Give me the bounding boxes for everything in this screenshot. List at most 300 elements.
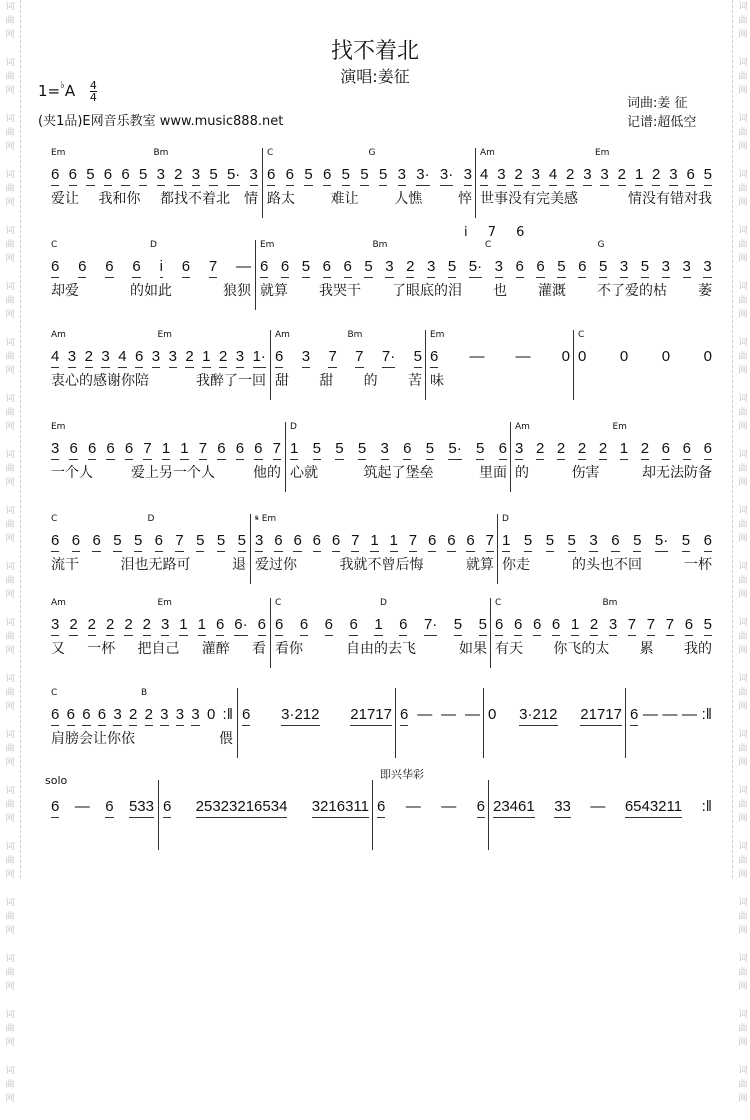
watermark-text: 词 曲 网: [5, 450, 15, 488]
chord-label: C: [267, 148, 274, 158]
lyric-word: 筑起了堡垒: [363, 465, 434, 481]
chord-label: C: [51, 240, 58, 250]
watermark-text: 词 曲 网: [738, 450, 748, 488]
lyric-word: 灌溉: [538, 283, 566, 299]
notes: [630, 706, 712, 726]
watermark-text: 词 曲 网: [5, 58, 15, 96]
note: —: [417, 706, 433, 723]
watermark-text: 词 曲 网: [738, 562, 748, 600]
note: 2: [652, 166, 660, 186]
lyric-word: 就算: [260, 283, 288, 299]
note: 6: [516, 258, 524, 278]
note: 5: [238, 532, 246, 552]
note: 6: [552, 616, 560, 636]
chord-label: D: [150, 240, 157, 250]
note: 6: [105, 258, 113, 278]
note: 6: [477, 798, 485, 818]
lyric-word: 的: [515, 465, 529, 481]
note: 6: [105, 798, 113, 818]
transcriber: 记谱:超低空: [627, 115, 697, 130]
chord-label: Em: [51, 422, 66, 432]
watermark-text: 词 曲 网: [738, 226, 748, 264]
note: 3: [683, 258, 691, 278]
note: 6: [704, 532, 712, 552]
note: 5·: [227, 166, 240, 186]
note: 5: [302, 258, 310, 278]
lyrics: [51, 372, 266, 390]
note: 3: [515, 440, 523, 460]
lyric-word: 人憔: [394, 191, 423, 207]
note: 6: [51, 258, 59, 278]
note: 7: [143, 440, 151, 460]
lyrics: [51, 464, 281, 482]
lyric-word: 心就: [290, 465, 318, 481]
note: 2: [69, 616, 77, 636]
measure: [250, 514, 498, 584]
lyric-word: 都找不着北 情: [160, 191, 258, 207]
watermark-text: 词 曲 网: [5, 618, 15, 656]
note: 2: [641, 440, 649, 460]
note: 5: [704, 166, 712, 186]
lyric-word: 有天: [495, 641, 523, 657]
note: 6: [92, 532, 100, 552]
measure: [255, 225, 716, 310]
note: 5: [335, 440, 343, 460]
note: 6: [121, 166, 129, 186]
watermark-text: 词 曲 网: [5, 506, 15, 544]
credits: [627, 94, 696, 132]
measure: [488, 780, 716, 850]
note: 7: [628, 616, 636, 636]
note: 1: [180, 440, 188, 460]
note: 6: [399, 616, 407, 636]
note: —: [662, 706, 678, 723]
note: 7·: [424, 616, 437, 636]
watermark-text: 词 曲 网: [5, 1010, 15, 1048]
note: 4: [549, 166, 557, 186]
note: 6: [236, 440, 244, 460]
chord-label: C: [51, 514, 58, 524]
lyric-word: 一个人: [51, 465, 93, 481]
watermark-text: 词 曲 网: [738, 786, 748, 824]
notes: [163, 798, 369, 818]
note: 5: [524, 532, 532, 552]
lyric-word: 灌醉: [201, 641, 230, 657]
note: 6: [662, 440, 670, 460]
chord-label: Bm: [347, 330, 363, 340]
note: 5: [313, 440, 321, 460]
watermark-text: 词 曲 网: [5, 114, 15, 152]
watermark-text: 词 曲 网: [5, 1066, 15, 1104]
measure: [158, 780, 373, 850]
watermark-text: 词 曲 网: [5, 170, 15, 208]
note: 6: [69, 166, 77, 186]
notes: [515, 440, 712, 460]
measure: [475, 148, 716, 218]
note: 6: [344, 258, 352, 278]
chord-label: Em: [595, 148, 610, 158]
note: 2: [106, 616, 114, 636]
note: 6: [132, 258, 140, 278]
notes: [255, 532, 494, 552]
note: 3: [176, 706, 184, 726]
note: 6: [286, 166, 294, 186]
notes: [377, 798, 485, 818]
note: 3: [157, 166, 165, 186]
measure: [372, 780, 489, 850]
note: 3: [703, 258, 711, 278]
note: 6: [106, 440, 114, 460]
measure: [47, 240, 255, 310]
note: 1: [162, 440, 170, 460]
note: 6: [323, 258, 331, 278]
note: 1: [179, 616, 187, 636]
key-signature: [38, 80, 97, 103]
note: 6: [466, 532, 474, 552]
chord-label: G: [597, 240, 605, 250]
note: 5: [86, 166, 94, 186]
note: —: [515, 348, 531, 365]
measure: [490, 598, 716, 668]
note: 3: [464, 166, 472, 186]
measure: [285, 422, 511, 492]
note: 5: [557, 258, 565, 278]
note: 6: [51, 798, 59, 818]
note: 6: [499, 440, 507, 460]
upper-notes: i 7 6: [464, 225, 533, 240]
notes: [51, 798, 154, 818]
note: 2: [143, 616, 151, 636]
note: 25323216534: [196, 798, 288, 818]
measure: [47, 514, 250, 584]
note: 3·212: [519, 706, 557, 726]
note: 3: [398, 166, 406, 186]
note: 6: [242, 706, 250, 726]
system: [47, 422, 715, 492]
lyric-word: 又: [51, 641, 65, 657]
note: 6: [349, 616, 357, 636]
note: 6: [686, 166, 694, 186]
lyric-word: 爱过你: [255, 557, 297, 573]
watermark-text: 词 曲 网: [738, 170, 748, 208]
note: 3: [495, 258, 503, 278]
chord-label: Em: [430, 330, 445, 340]
note: 5: [217, 532, 225, 552]
note: 7: [175, 532, 183, 552]
lyric-word: 我醉了一回: [196, 373, 266, 389]
lyric-word: 一杯: [87, 641, 116, 657]
note: 0: [578, 348, 587, 365]
note: 3: [161, 616, 169, 636]
note: 5: [476, 440, 484, 460]
right-margin-line: [732, 0, 733, 878]
note: 5: [113, 532, 121, 552]
note: 3: [68, 348, 76, 368]
note: 6: [447, 532, 455, 552]
watermark-text: 词 曲 网: [738, 842, 748, 880]
watermark-text: 词 曲 网: [5, 394, 15, 432]
note: 1: [370, 532, 378, 552]
lyrics: [275, 640, 487, 658]
note: 5: [379, 166, 387, 186]
lyric-word: 也: [493, 283, 507, 299]
lyric-word: 爱让: [51, 191, 79, 207]
note: 6: [155, 532, 163, 552]
watermark-text: 词 曲 网: [5, 730, 15, 768]
lyric-word: 累: [639, 641, 654, 657]
lyric-word: 泪也无路可: [120, 557, 191, 573]
watermark-text: 词 曲 网: [5, 674, 15, 712]
measure: [625, 688, 716, 758]
note: 4: [118, 348, 126, 368]
measure: [395, 688, 484, 758]
measure: [47, 330, 270, 400]
note: 3·: [440, 166, 453, 186]
lyric-word: 世事没有完美感: [480, 191, 578, 207]
notes: [275, 348, 422, 368]
lyric-word: 我的: [683, 641, 712, 657]
lyric-word: 甜: [275, 373, 289, 389]
notes: [242, 706, 392, 726]
note: 5: [304, 166, 312, 186]
note: 6: [254, 440, 262, 460]
lyric-word: 看: [252, 641, 266, 657]
note: 33: [554, 798, 571, 818]
note: 6: [495, 616, 503, 636]
lyrics: [290, 464, 507, 482]
note: —: [590, 798, 606, 815]
note: 3·: [416, 166, 429, 186]
watermark-text: 词 曲 网: [738, 618, 748, 656]
lyrics: [255, 556, 494, 574]
watermark-text: 词 曲 网: [738, 282, 748, 320]
note: 2: [618, 166, 626, 186]
chord-label: D: [502, 514, 509, 524]
chord-label: C: [495, 598, 502, 608]
note: 3: [51, 616, 59, 636]
chord-label: Am: [51, 330, 66, 340]
measure: [425, 330, 574, 400]
note: 3: [589, 532, 597, 552]
chord-label: Em: [51, 148, 66, 158]
watermark-text: 词 曲 网: [738, 954, 748, 992]
note: 5: [414, 348, 422, 368]
chord-label: C: [578, 330, 585, 340]
note: 6: [514, 616, 522, 636]
lyric-word: 里面: [479, 465, 507, 481]
note: 3: [600, 166, 608, 186]
watermark-text: 词 曲 网: [5, 2, 15, 40]
notes: [493, 798, 712, 818]
note: 6: [611, 532, 619, 552]
note: 2: [590, 616, 598, 636]
measure: [47, 780, 158, 850]
note: 6: [323, 166, 331, 186]
lyric-word: 你走: [502, 557, 530, 573]
watermark-text: 词 曲 网: [5, 282, 15, 320]
note: 6: [267, 166, 275, 186]
note: 5: [682, 532, 690, 552]
note: 5: [364, 258, 372, 278]
watermark-text: 词 曲 网: [738, 1066, 748, 1104]
chord-label: D: [290, 422, 297, 432]
lyric-word: 了眼底的泪: [392, 283, 462, 299]
lyric-word: 一杯: [684, 557, 712, 573]
watermark-text: 词 曲 网: [5, 226, 15, 264]
improvisation-label: 即兴华彩: [380, 768, 424, 781]
lyric-word: 偎: [219, 731, 233, 747]
measure: [47, 422, 285, 492]
time-signature: [90, 80, 97, 103]
note: 6: [325, 616, 333, 636]
lyric-word: 爱上另一个人: [131, 465, 215, 481]
lyric-word: 悴: [457, 191, 472, 207]
system: [47, 148, 715, 218]
note: 6: [82, 706, 90, 726]
lyric-word: 我就不曾后悔: [339, 557, 424, 573]
note: 5: [479, 616, 487, 636]
note: 6: [67, 706, 75, 726]
watermark-right: [736, 0, 750, 1120]
chord-label: D: [380, 598, 387, 608]
chord-label: C: [275, 598, 282, 608]
lyric-word: 伤害: [571, 465, 600, 481]
note: 3: [662, 258, 670, 278]
note: 6: [69, 440, 77, 460]
note: 5: [360, 166, 368, 186]
note: 3: [385, 258, 393, 278]
lyric-word: 甜: [319, 373, 334, 389]
notes: [502, 532, 712, 552]
lyrics: [51, 730, 233, 748]
note: 3·212: [281, 706, 319, 726]
notes: [275, 616, 487, 636]
measure: [483, 688, 626, 758]
note: 2: [557, 440, 565, 460]
note: 0: [561, 348, 570, 365]
lyric-word: 的如此: [130, 283, 172, 299]
measure: [270, 598, 491, 668]
note: —: [441, 706, 457, 723]
notes: [488, 706, 622, 726]
note: —: [441, 798, 457, 815]
note: 7: [409, 532, 417, 552]
lyric-word: 我哭干: [319, 283, 361, 299]
note: 5: [641, 258, 649, 278]
chord-label: Am: [480, 148, 495, 158]
lyric-word: 却无法防备: [642, 465, 712, 481]
note: 4: [480, 166, 488, 186]
note: 6: [332, 532, 340, 552]
note: 3: [191, 706, 199, 726]
note: 3: [192, 166, 200, 186]
note: 3: [51, 440, 59, 460]
note: 6: [260, 258, 268, 278]
chord-label: C: [485, 240, 492, 250]
measure: [573, 330, 716, 400]
note: 0: [488, 706, 497, 723]
note: 6: [533, 616, 541, 636]
note: 6: [536, 258, 544, 278]
lyric-word: 看你: [275, 641, 303, 657]
note: 1: [198, 616, 206, 636]
notes: [495, 616, 712, 636]
lyric-word: 却爱: [51, 283, 79, 299]
lyric-word: 自由的去飞: [346, 641, 416, 657]
note: 5: [546, 532, 554, 552]
lyric-word: 狼狈: [223, 283, 251, 299]
note: 7·: [382, 348, 395, 368]
note: 0: [661, 348, 671, 365]
lyric-word: 肩膀会让你依: [51, 731, 135, 747]
measure: [270, 330, 426, 400]
note: 6: [428, 532, 436, 552]
note: 6: [182, 258, 190, 278]
lyrics: [260, 282, 712, 300]
notes: [51, 258, 251, 278]
note: :‖: [701, 706, 712, 723]
note: 6: [281, 258, 289, 278]
note: —: [405, 798, 421, 815]
lyric-word: 我和你: [98, 191, 141, 207]
note: 3: [152, 348, 160, 368]
measure: [47, 148, 262, 218]
note: 6: [300, 616, 308, 636]
chord-label: 𝄋 Em: [255, 514, 277, 524]
note: 3: [255, 532, 263, 552]
measure: [237, 688, 396, 758]
note: 5·: [655, 532, 668, 552]
notes: [51, 706, 233, 726]
note: 2: [566, 166, 574, 186]
lyrics: [51, 640, 266, 658]
notes: [51, 616, 266, 636]
watermark-text: 词 曲 网: [738, 674, 748, 712]
note: 21717: [350, 706, 392, 726]
note: 2: [129, 706, 137, 726]
watermark-text: 词 曲 网: [5, 954, 15, 992]
watermark-text: 词 曲 网: [738, 506, 748, 544]
note: 3: [101, 348, 109, 368]
lyric-word: 如果: [459, 641, 487, 657]
note: 7: [351, 532, 359, 552]
chord-label: Am: [275, 330, 290, 340]
note: i: [160, 258, 163, 278]
note: 5: [342, 166, 350, 186]
note: 6: [88, 440, 96, 460]
notes: [578, 348, 712, 367]
notes: [400, 706, 480, 726]
lyrics: [515, 464, 712, 482]
song-title: 找不着北: [330, 39, 419, 64]
note: 5: [139, 166, 147, 186]
chord-label: B: [141, 688, 148, 698]
watermark-text: 词 曲 网: [738, 730, 748, 768]
note: 2: [88, 616, 96, 636]
note: 5: [599, 258, 607, 278]
chord-label: Am: [51, 598, 66, 608]
watermark-text: 词 曲 网: [738, 338, 748, 376]
watermark-text: 词 曲 网: [5, 898, 15, 936]
system: [47, 330, 715, 400]
note: 3: [497, 166, 505, 186]
lyric-word: 衷心的感谢你陪: [51, 373, 149, 389]
note: 6: [630, 706, 638, 726]
solo-label: solo: [45, 774, 68, 787]
chord-label: C: [51, 688, 58, 698]
notes: [260, 258, 712, 278]
system: [47, 598, 715, 668]
